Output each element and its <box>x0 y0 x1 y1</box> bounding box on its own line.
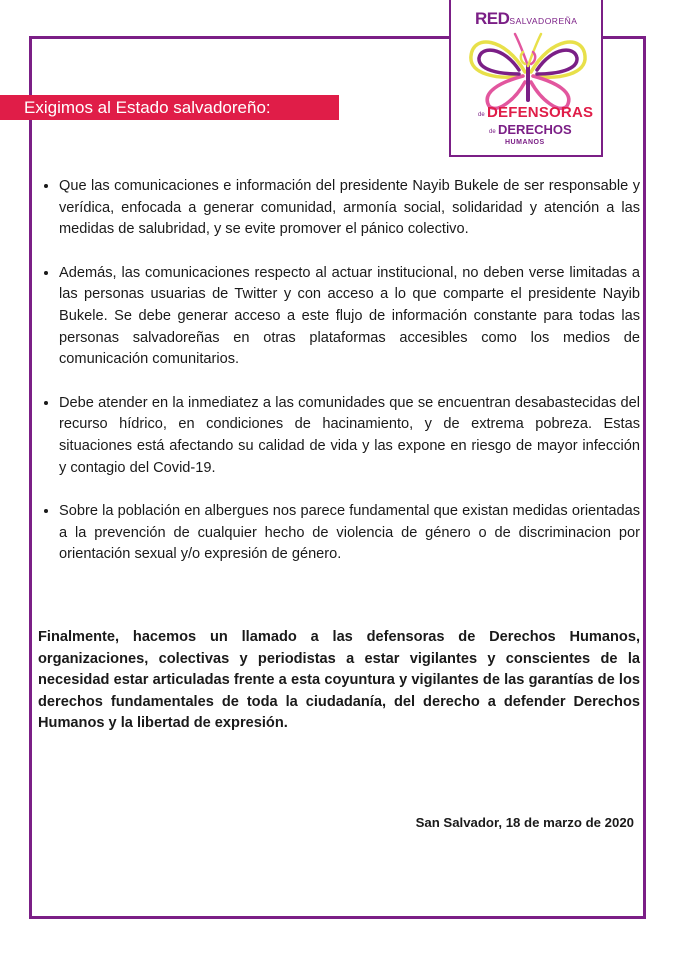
header-title: Exigimos al Estado salvadoreño: <box>24 98 271 117</box>
logo-salvadorena-text: SALVADOREÑA <box>509 16 578 26</box>
logo-derechos-text: DERECHOS <box>498 122 572 137</box>
demands-list <box>38 176 640 588</box>
demand-item: • Debe atender en la inmediatez a las comunidades que se encuentran desabastecidas del recurso hídrico, en condiciones de hacinamiento, y de extrema pobreza. Estas situaciones está afectando su calidad de vida y las expone en riesgo de mayor infección y contagio del Covid-19. <box>59 393 640 479</box>
closing-statement: Finalmente, hacemos un llamado a las defensoras de Derechos Humanos, organizaciones, colectivas y periodistas a estar vigilantes y conscientes de la necesidad estar articuladas frente a esta coyuntura y vigilantes de las garantías de los derechos fundamentales de toda la ciudadanía, del derecho a defender Derechos Humanos y la libertad de expresión. <box>38 629 640 732</box>
organization-logo <box>449 0 603 157</box>
logo-red-text: RED <box>475 9 510 28</box>
logo-de-text: de <box>489 129 496 135</box>
demand-item: • Además, las comunicaciones respecto al actuar institucional, no deben verse limitadas a las personas usuarias de Twitter y con acceso a lo que comparte el presidente Nayib Bukele. Se debe generar acceso a este flujo de información constante para todas las personas salvadoreñas en otras plataformas accesibles como los medios de comunicación comunitarios. <box>59 263 640 371</box>
butterfly-icon <box>465 22 591 114</box>
header-banner <box>0 95 339 120</box>
demand-item: • Sobre la población en albergues nos parece fundamental que existan medidas orientadas a la prevención de cualquier hecho de violencia de género o de discriminacion por orientación sexual y/o expresión de género. <box>59 501 640 566</box>
signature-date: San Salvador, 18 de marzo de 2020 <box>415 815 634 830</box>
logo-defensoras-text: DEFENSORAS <box>487 104 594 121</box>
logo-humanos-text: HUMANOS <box>505 139 545 146</box>
logo-de-text: de <box>478 112 485 118</box>
demand-item: • Que las comunicaciones e información del presidente Nayib Bukele de ser responsable y verídica, enfocada a generar comunidad, armonía social, solidaridad y atención a las medidas de salubridad, y se evite promover el pánico colectivo. <box>59 176 640 241</box>
